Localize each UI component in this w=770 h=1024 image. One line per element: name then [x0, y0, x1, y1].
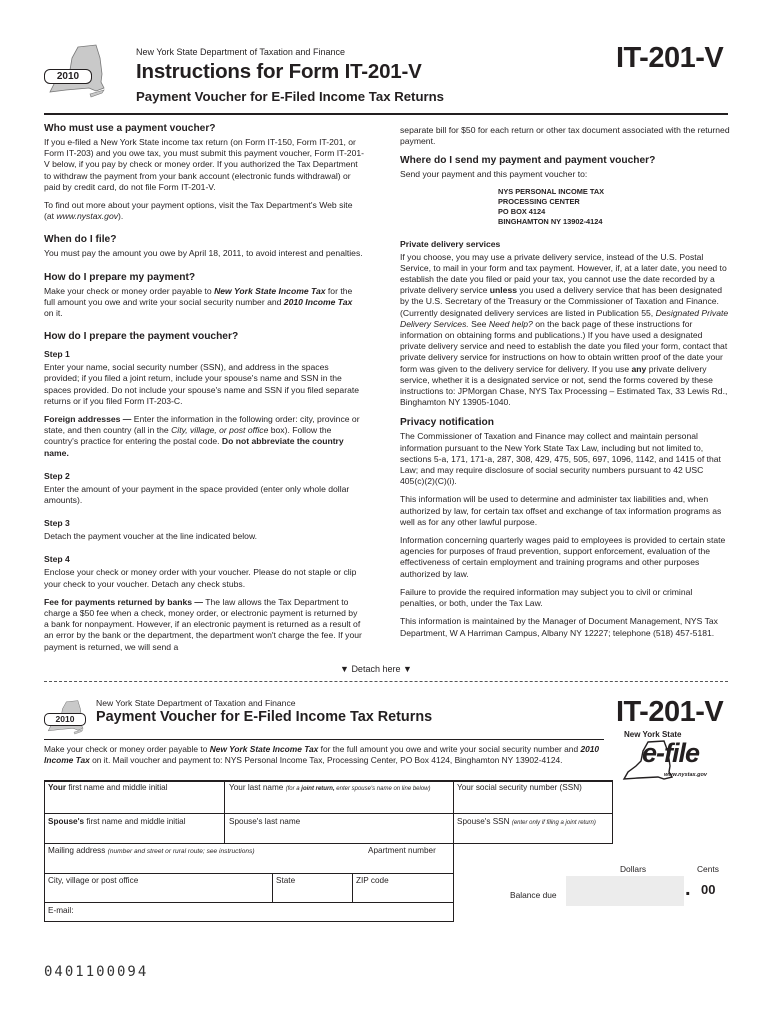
step4-text: Enclose your check or money order with your voucher. Please do not staple or clip your check to your voucher. Detach any check stubs. [44, 567, 357, 589]
privacy-heading: Privacy notification [400, 417, 494, 429]
year-badge: 2010 [44, 69, 92, 84]
privacy-paragraph: This information will be used to determine and administer tax liabilities and, when authorized by law, for certain tax offset and exchange of tax information programs as well as for any other lawful purpose. [400, 494, 722, 527]
where-heading: Where do I send my payment and payment voucher? [400, 155, 656, 167]
continued-text: separate bill for $50 for each return or other tax document associated with the returned payment. [400, 125, 730, 147]
step2-heading: Step 2 [44, 470, 70, 481]
who-heading: Who must use a payment voucher? [44, 123, 216, 134]
city-field[interactable]: City, village or post office [48, 876, 139, 885]
step1-heading: Step 1 [44, 349, 70, 360]
voucher-instructions: Make your check or money order payable to New York State Income Tax for the full amount you owe and write your social security number and 2010 Income Tax on it. Mail voucher and payment to: NYS Personal Income Tax, Processing Center, PO Box 4124, Binghamton NY 13902-4124. [44, 744, 600, 765]
detach-arrow-icon: ▼ [340, 664, 349, 674]
right-column [400, 125, 730, 639]
efile-url: www.nystax.gov [664, 772, 707, 778]
efile-logo [620, 730, 730, 782]
scan-code: 0401100094 [44, 964, 149, 980]
left-column [44, 123, 364, 653]
step1-text: Enter your name, social security number (SSN), and address in the spaces provided; if you filed a joint return, include your spouse's name and SSN in the spaces provided. Do not include your spouse's name and SSN if you filed separate returns or if you filed Form IT-203-C. [44, 362, 360, 406]
prepare-payment-heading: How do I prepare my payment? [44, 271, 196, 283]
mailing-address-field[interactable]: Mailing address (number and street or rural route; see instructions) [48, 846, 255, 855]
spouse-first-name-field[interactable]: Spouse's first name and middle initial [48, 817, 186, 826]
step3-text: Detach the payment voucher at the line indicated below. [44, 531, 258, 542]
balance-due-label: Balance due [510, 890, 557, 900]
header-rule [44, 113, 728, 115]
email-field[interactable]: E-mail: [48, 906, 74, 915]
spouse-ssn-field[interactable]: Spouse's SSN (enter only if filing a joint return) [457, 817, 596, 826]
agency-name: New York State Department of Taxation and Finance [136, 47, 345, 57]
who-text: If you e-filed a New York State income tax return (on Form IT-150, Form IT-201, or Form IT-203) and you owe tax, you must submit this payment voucher, Form IT-201-V below, if you pay by check or money order. If you authorized the Tax Department to withdraw the payment from your bank account (electronic funds withdrawal) or paid by credit card, do not file Form IT-201-V. [44, 137, 365, 192]
private-delivery-text: If you choose, you may use a private delivery service, instead of the U.S. Postal Service, to mail in your form and tax payment. However, if, at a later date, you need to establish the date you filed or paid your tax, you cannot use the date recorded by a private delivery service unless you used a delivery service that has been designated by the U.S. Secretary of the Treasury or the Commissioner of Taxation and Finance. (Currently designated delivery services are listed in Publication 55, Designated Private Delivery Services. See Need help? on the back page of these instructions for information on obtaining forms and publications.) If you have used a designated private delivery service and need to establish the date you filed your form, contact that private delivery service for instructions on how to obtain written proof of the date your form was given to the delivery service for delivery. If you use any private delivery service, whether it is a designated service or not, send the forms covered by these instructions to: JPMorgan Chase, NYS Tax Processing – Estimated Tax, 33 Lewis Rd., Binghamton NY 13905-1040. [400, 251, 729, 408]
address-line: BINGHAMTON NY 13902-4124 [498, 216, 603, 226]
balance-due-dollars-field[interactable] [566, 876, 684, 906]
detach-label: ▼ Detach here ▼ [340, 664, 412, 674]
voucher-year-badge: 2010 [44, 713, 86, 726]
foreign-address-text: Foreign addresses — Enter the information in the following order: city, province or state, and then country (all in the City, village, or post office box). Follow the country's practice for entering the postal code. Do not abbreviate the country name. [44, 414, 360, 458]
zip-code-field[interactable]: ZIP code [356, 876, 389, 885]
voucher-form-id: IT-201-V [616, 696, 724, 728]
voucher-form-grid [44, 780, 613, 922]
privacy-paragraph: The Commissioner of Taxation and Finance may collect and maintain personal information pursuant to the New York State Tax Law, including but not limited to, sections 5-a, 171, 171-a, 287, 308, 429, 475, 505, 697, 1096, 1142, and 1415 of that Law; and may require disclosure of social security numbers pursuant to 42 USC 405(c)(2)(C)(i). [400, 431, 721, 487]
privacy-paragraph: Failure to provide the required information may subject you to civil or criminal penalties, or both, under the Tax Law. [400, 586, 693, 609]
balance-due-cents: 00 [701, 882, 716, 897]
efile-wordmark: e-file [642, 738, 700, 768]
when-heading: When do I file? [44, 234, 117, 246]
ssn-field[interactable]: Your social security number (SSN) [457, 783, 582, 792]
voucher-agency: New York State Department of Taxation and Finance [96, 698, 296, 708]
detach-line[interactable] [44, 681, 728, 682]
step4-heading: Step 4 [44, 554, 70, 565]
page-title: Instructions for Form IT-201-V [136, 60, 422, 83]
step3-heading: Step 3 [44, 518, 70, 529]
address-line: PO BOX 4124 [498, 206, 546, 216]
where-text: Send your payment and this payment voucher to: [400, 169, 588, 180]
voucher-title: Payment Voucher for E-Filed Income Tax Returns [96, 709, 433, 725]
address-line: NYS PERSONAL INCOME TAX [498, 186, 605, 196]
form-id: IT-201-V [616, 42, 724, 74]
spouse-last-name-field[interactable]: Spouse's last name [229, 817, 301, 826]
state-field[interactable]: State [276, 876, 296, 885]
efile-state-label: New York State [624, 730, 682, 739]
balance-decimal: . [685, 878, 691, 900]
when-text: You must pay the amount you owe by April 18, 2011, to avoid interest and penalties. [44, 248, 363, 259]
private-delivery-heading: Private delivery services [400, 238, 501, 249]
prepare-payment-text: Make your check or money order payable to New York State Income Tax for the full amount you owe and write your social security number and 2010 Income Tax on it. [44, 285, 353, 319]
address-line: PROCESSING CENTER [498, 196, 580, 206]
cents-label: Cents [697, 864, 719, 874]
page-subtitle: Payment Voucher for E-Filed Income Tax Returns [136, 89, 445, 104]
voucher-rule [44, 739, 604, 740]
options-text: To find out more about your payment options, visit the Tax Department's Web site (at www.nystax.gov). [44, 200, 353, 222]
mailing-address-block [498, 187, 730, 227]
privacy-paragraph: This information is maintained by the Manager of Document Management, NYS Tax Department, W A Harriman Campus, Albany NY 12227; telephone (518) 457-5181. [400, 616, 718, 638]
first-name-field[interactable]: Your first name and middle initial [48, 783, 168, 792]
detach-arrow-icon: ▼ [402, 664, 412, 674]
nystax-link[interactable]: www.nystax.gov [56, 211, 119, 222]
last-name-field[interactable]: Your last name (for a joint return, enter spouse's name on line below) [229, 783, 431, 792]
apartment-number-field[interactable]: Apartment number [368, 846, 436, 855]
privacy-paragraph: Information concerning quarterly wages paid to employees is provided to certain state agencies for purposes of fraud prevention, support enforcement, evaluation of the effectiveness of certain employment and training programs and other purposes authorized by law. [400, 535, 726, 579]
step2-text: Enter the amount of your payment in the space provided (enter only whole dollar amounts). [44, 483, 350, 506]
fee-text: Fee for payments returned by banks — The law allows the Tax Department to charge a $50 fee when a check, money order, or electronic payment is returned by a bank for nonpayment. However, if an electronic payment is returned as a result of an error by the bank or the department, the department won't charge the fee. If your payment is returned, we will send a [44, 596, 362, 652]
prepare-voucher-heading: How do I prepare the payment voucher? [44, 331, 239, 343]
dollars-label: Dollars [620, 864, 647, 874]
